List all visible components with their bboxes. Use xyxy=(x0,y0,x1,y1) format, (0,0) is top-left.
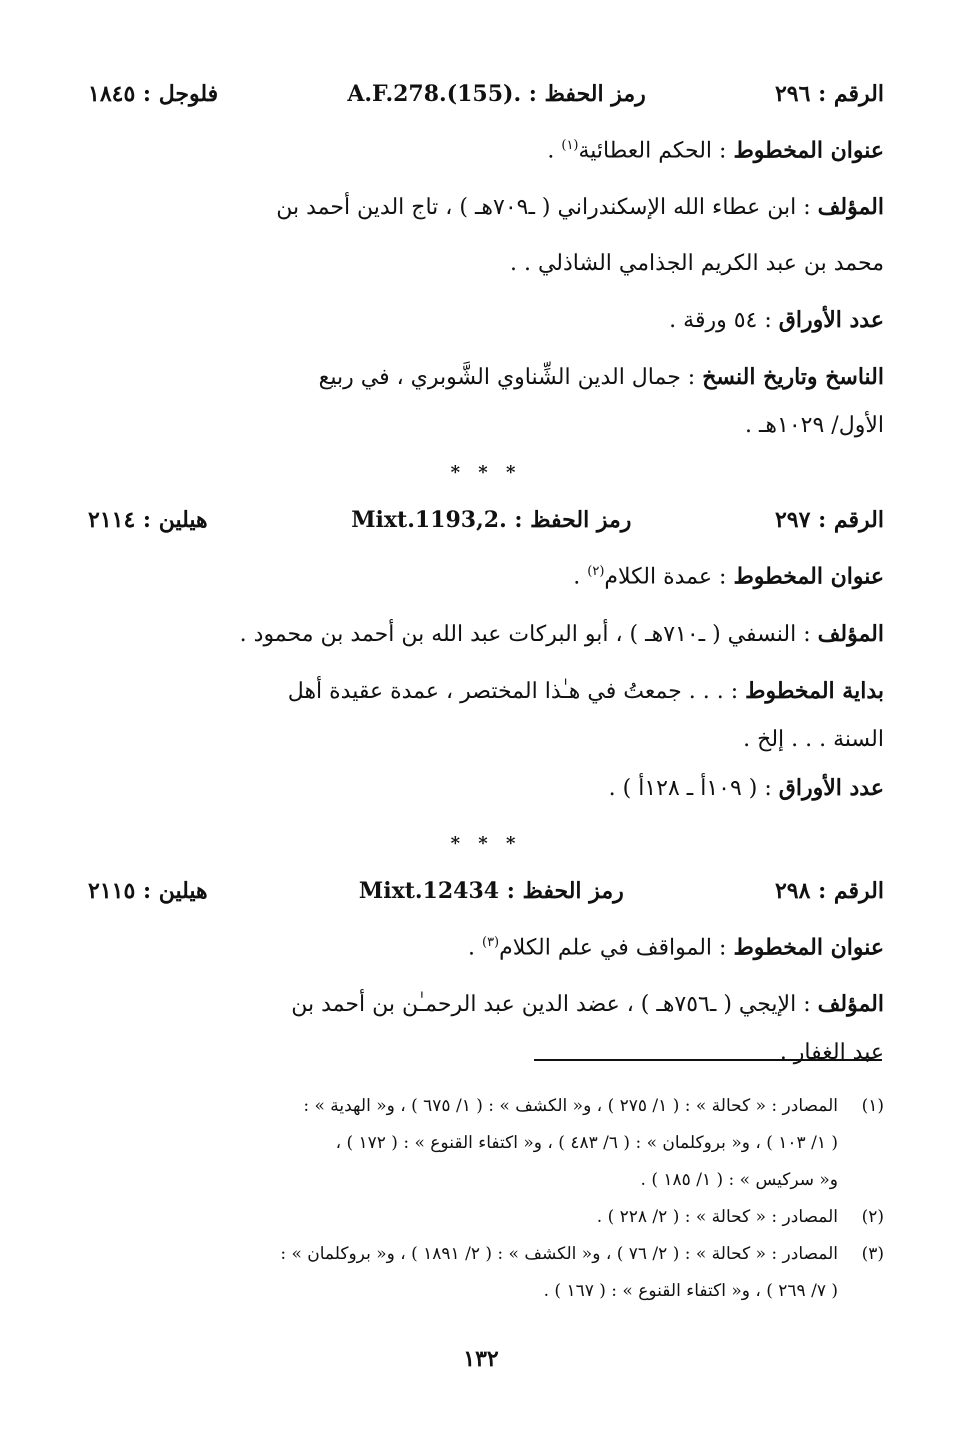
footnote-marker[interactable]: (٢) xyxy=(587,564,605,580)
footnote xyxy=(92,1236,884,1310)
catalog-ref: هيلين : ٢١١٥ xyxy=(88,877,208,904)
footnote-line: ( ١/ ١٠٣ ) ، و« بروكلمان » : ( ٦/ ٤٨٣ ) ، و« اكتفاء القنوع » : ( ١٧٢ ) ، xyxy=(335,1133,838,1153)
entry-line: المؤلف : النسفي ( ـ٧١٠هـ ) ، أبو البركات عبد الله بن أحمد بن محمود . xyxy=(239,620,884,647)
footnote-line: المصادر : « كحالة » : ( ٢/ ٢٢٨ ) . xyxy=(596,1207,838,1227)
entry-line: عبد الغفار . xyxy=(779,1039,884,1065)
entry-header xyxy=(88,500,884,544)
entry-line: عدد الأوراق : ( ١٠٩أ ـ ١٢٨أ ) . xyxy=(608,774,884,801)
footnote-line: المصادر : « كحالة » : ( ١/ ٢٧٥ ) ، و« الكشف » : ( ١/ ٦٧٥ ) ، و« الهدية » : xyxy=(303,1096,838,1116)
separator: * * * xyxy=(450,832,522,854)
footnote-rule xyxy=(534,1059,882,1061)
entry-line: الأول/ ١٠٢٩هـ . xyxy=(745,413,884,439)
entry-line: عنوان المخطوط : المواقف في علم الكلام$^{(٣)}$ . xyxy=(467,933,884,960)
footnote-number: (٢) xyxy=(861,1207,884,1227)
page-number: ١٣٢ xyxy=(463,1346,499,1372)
footnote-number: (٣) xyxy=(861,1244,884,1264)
catalog-ref: فلوجل : ١٨٤٥ xyxy=(88,81,219,107)
shelf-mark: رمز الحفظ : .Mixt.1193,2 xyxy=(351,507,632,534)
separator: * * * xyxy=(450,462,522,484)
page-body xyxy=(88,74,884,1073)
footnote-line: المصادر : « كحالة » : ( ٢/ ٧٦ ) ، و« الكشف » : ( ٢/ ١٨٩١ ) ، و« بروكلمان » : xyxy=(280,1244,838,1264)
footnote xyxy=(92,1088,884,1199)
footnote-number: (١) xyxy=(861,1096,884,1116)
shelf-mark: رمز الحفظ : .A.F.278.(155) xyxy=(347,81,646,107)
entry-number: الرقم : ٢٩٧ xyxy=(774,507,884,534)
entry-line: بداية المخطوط : . . . جمعتُ في هـٰذا المختصر ، عمدة عقيدة أهل xyxy=(287,677,884,704)
entry-number: الرقم : ٢٩٨ xyxy=(774,877,884,904)
entry-line: محمد بن عبد الكريم الجذامي الشاذلي . . xyxy=(509,251,884,277)
entry-line: السنة . . . إلخ . xyxy=(743,726,884,752)
footnote xyxy=(92,1199,884,1236)
entry-line: عدد الأوراق : ٥٤ ورقة . xyxy=(669,307,884,334)
entry-line: المؤلف : ابن عطاء الله الإسكندراني ( ـ٧٠٩هـ ) ، تاج الدين أحمد بن xyxy=(276,194,884,221)
entry-header xyxy=(88,74,884,118)
entry-number: الرقم : ٢٩٦ xyxy=(774,81,884,107)
entry-line: الناسخ وتاريخ النسخ : جمال الدين الشِّناوي الشَّوبري ، في ربيع xyxy=(318,364,884,391)
entry-line: عنوان المخطوط : عمدة الكلام$^{(٢)}$ . xyxy=(573,563,884,590)
entry-line: عنوان المخطوط : الحكم العطائية$^{(١)}$ . xyxy=(547,137,884,164)
entry-line: المؤلف : الإيجي ( ـ٧٥٦هـ ) ، عضد الدين عبد الرحمـٰن بن أحمد بن xyxy=(291,990,884,1017)
footnote-line: ( ٧/ ٢٦٩ ) ، و« اكتفاء القنوع » : ( ١٦٧ ) . xyxy=(543,1281,838,1301)
footnote-marker[interactable]: (٣) xyxy=(481,934,500,950)
footnote-marker[interactable]: (١) xyxy=(561,138,579,153)
shelf-mark: رمز الحفظ : Mixt.12434 xyxy=(358,877,624,904)
footnote-line: و« سركيس » : ( ١/ ١٨٥ ) . xyxy=(640,1170,838,1190)
catalog-ref: هيلين : ٢١١٤ xyxy=(88,507,208,534)
entry-header xyxy=(88,871,884,915)
footnotes xyxy=(92,1088,884,1310)
